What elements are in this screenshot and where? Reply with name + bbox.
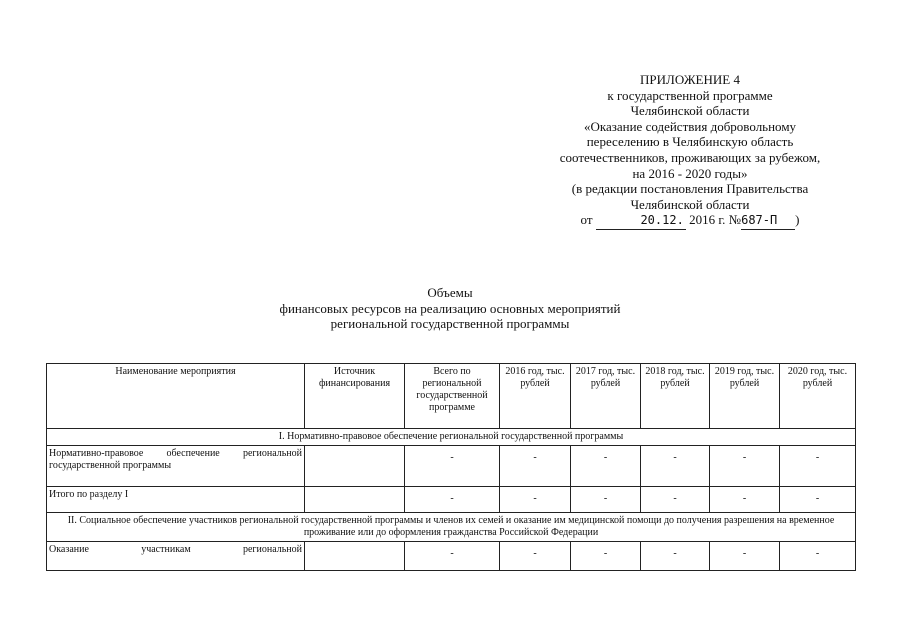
row-2018-value: - bbox=[641, 542, 710, 571]
section-1-title: I. Нормативно-правовое обеспечение региональной государственной программы bbox=[47, 429, 856, 446]
row-2017-value: - bbox=[571, 446, 641, 487]
section-row bbox=[47, 513, 856, 542]
table-row bbox=[47, 487, 856, 513]
row-source bbox=[305, 542, 405, 571]
section-2-title: II. Социальное обеспечение участников региональной государственной программы и членов их семей и оказание им медицинской помощи до получения разрешения на временное проживание или до оформления гражданства Российской Федерации bbox=[47, 513, 856, 542]
appendix-line: Челябинской области bbox=[630, 103, 750, 119]
appendix-header bbox=[520, 72, 860, 230]
table-row bbox=[47, 446, 856, 487]
row-source bbox=[305, 487, 405, 513]
header-2016: 2016 год, тыс. рублей bbox=[500, 364, 571, 429]
row-total-value: - bbox=[405, 542, 500, 571]
appendix-line: «Оказание содействия добровольному bbox=[583, 118, 797, 134]
section-row bbox=[47, 429, 856, 446]
row-2018-value: - bbox=[641, 446, 710, 487]
appendix-line: на 2016 - 2020 годы» bbox=[632, 165, 748, 181]
row-2020-value: - bbox=[780, 542, 856, 571]
appendix-line: к государственной программе bbox=[607, 87, 773, 103]
header-2019: 2019 год, тыс. рублей bbox=[710, 364, 780, 429]
appendix-line: ПРИЛОЖЕНИЕ 4 bbox=[640, 72, 740, 87]
row-2020-value: - bbox=[780, 487, 856, 513]
resolution-date-line bbox=[520, 212, 860, 230]
appendix-line: (в редакции постановления Правительства bbox=[571, 181, 809, 197]
date-value: 20.12. bbox=[596, 213, 686, 230]
appendix-line: Челябинской области bbox=[630, 196, 750, 212]
title-line: Объемы bbox=[427, 285, 473, 300]
table-row bbox=[47, 542, 856, 571]
appendix-line: переселению в Челябинскую область bbox=[586, 134, 794, 150]
row-total-value: - bbox=[405, 446, 500, 487]
header-source: Источник финансирования bbox=[305, 364, 405, 429]
row-2019-value: - bbox=[710, 487, 780, 513]
row-2017-value: - bbox=[571, 487, 641, 513]
year-text: 2016 г. № bbox=[689, 212, 742, 228]
closing-paren: ) bbox=[795, 212, 800, 228]
header-2017: 2017 год, тыс. рублей bbox=[571, 364, 641, 429]
row-name: Нормативно-правовое обеспечение региональной государственной программы bbox=[47, 446, 305, 487]
header-total: Всего по региональной государственной программе bbox=[405, 364, 500, 429]
header-name: Наименование мероприятия bbox=[47, 364, 305, 429]
row-2016-value: - bbox=[500, 542, 571, 571]
row-2016-value: - bbox=[500, 446, 571, 487]
row-2017-value: - bbox=[571, 542, 641, 571]
header-2018: 2018 год, тыс. рублей bbox=[641, 364, 710, 429]
title-line: региональной государственной программы bbox=[330, 316, 570, 332]
table-header-row bbox=[47, 364, 856, 429]
row-2018-value: - bbox=[641, 487, 710, 513]
title-line: финансовых ресурсов на реализацию основных мероприятий bbox=[279, 300, 621, 316]
row-2016-value: - bbox=[500, 487, 571, 513]
row-total-value: - bbox=[405, 487, 500, 513]
row-2019-value: - bbox=[710, 446, 780, 487]
document-title bbox=[150, 285, 750, 332]
header-2020: 2020 год, тыс. рублей bbox=[780, 364, 856, 429]
row-source bbox=[305, 446, 405, 487]
row-2019-value: - bbox=[710, 542, 780, 571]
appendix-line: соотечественников, проживающих за рубежом, bbox=[559, 149, 821, 165]
row-2020-value: - bbox=[780, 446, 856, 487]
financing-table bbox=[46, 363, 856, 571]
from-prefix: от bbox=[580, 212, 593, 228]
resolution-number: 687-П bbox=[741, 213, 795, 230]
row-name: Оказание участникам региональной bbox=[47, 542, 305, 571]
row-name: Итого по разделу I bbox=[47, 487, 305, 513]
